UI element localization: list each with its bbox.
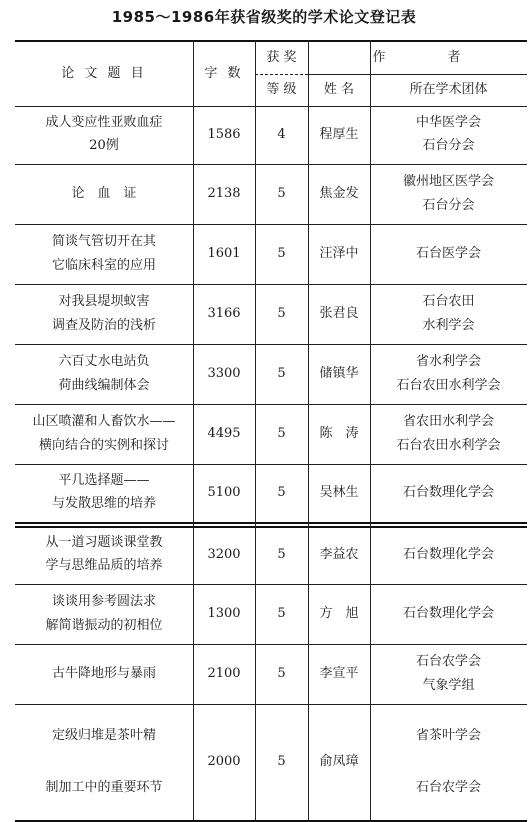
paper-title-cell [15, 704, 193, 820]
academic-society-line: 省茶叶学会 [415, 727, 481, 743]
table-row [15, 584, 527, 644]
paper-title-cell [15, 464, 193, 522]
award-level-cell: 5 [277, 365, 286, 381]
row-rule [15, 522, 527, 524]
award-level-cell: 5 [277, 305, 286, 321]
academic-society-line: 徽州地区医学会 [402, 173, 494, 189]
word-count-cell: 1300 [207, 605, 241, 621]
academic-society-line: 石台数理化学会 [402, 484, 494, 500]
paper-title-line: 横向结合的实例和探讨 [38, 437, 169, 453]
paper-title-line: 从一道习题谈课堂教 [45, 535, 163, 551]
header-author: 作 者 [372, 49, 463, 65]
paper-title-line: 制加工中的重要环节 [45, 779, 163, 795]
award-level-cell: 5 [277, 245, 286, 261]
table-row [15, 224, 527, 284]
header-title: 论 文 题 目 [61, 65, 147, 81]
paper-title-cell [15, 224, 193, 284]
author-name-cell: 李益农 [319, 546, 359, 562]
award-level-cell: 4 [277, 126, 286, 142]
award-level-cell: 5 [277, 665, 286, 681]
paper-title-line: 荷曲线编制体会 [58, 377, 150, 393]
paper-title-cell [15, 404, 193, 464]
word-count-cell: 5100 [207, 484, 241, 500]
award-level-cell: 5 [277, 185, 286, 201]
academic-society-line: 气象学组 [422, 677, 475, 693]
academic-society-line: 石台分会 [422, 138, 475, 154]
word-count-cell: 1601 [207, 245, 241, 261]
academic-society-cell [370, 704, 527, 820]
paper-title-cell [15, 584, 193, 644]
word-count-cell: 4495 [207, 425, 241, 441]
word-count-cell: 2138 [207, 185, 241, 201]
author-name-cell: 陈 涛 [319, 425, 359, 441]
word-count-cell: 2100 [207, 665, 241, 681]
academic-society-cell [370, 464, 527, 522]
academic-society-line: 石台数理化学会 [402, 605, 494, 621]
academic-society-cell [370, 224, 527, 284]
author-name-cell: 储镇华 [319, 365, 359, 381]
academic-society-cell [370, 344, 527, 404]
academic-society-cell [370, 284, 527, 344]
academic-society-line: 石台分会 [422, 197, 475, 213]
word-count-cell: 1586 [207, 126, 241, 142]
header-words: 字 数 [204, 65, 244, 81]
table-row [15, 704, 527, 820]
award-level-cell: 5 [277, 425, 286, 441]
paper-title-line: 谈谈用参考圆法求 [51, 593, 156, 609]
author-name-cell: 俞凤璋 [319, 753, 359, 769]
paper-title-line: 定级归堆是茶叶精 [51, 727, 156, 743]
header-name: 姓 名 [323, 81, 355, 97]
paper-title-line: 调查及防治的浅析 [51, 317, 156, 333]
academic-society-cell [370, 164, 527, 224]
header-award-bottom: 等 级 [266, 81, 297, 97]
word-count-cell: 3166 [207, 305, 241, 321]
academic-society-line: 省水利学会 [415, 353, 481, 369]
table-row [15, 284, 527, 344]
table-row [15, 526, 527, 584]
paper-title-line: 对我县堤坝蚁害 [58, 293, 150, 309]
paper-title-cell [15, 526, 193, 584]
author-name-cell: 汪泽中 [319, 245, 359, 261]
header-org: 所在学术团体 [409, 81, 488, 97]
word-count-cell: 2000 [207, 753, 241, 769]
table-top-rule [15, 40, 527, 42]
academic-society-cell [370, 526, 527, 584]
academic-society-line: 石台农学会 [415, 653, 481, 669]
author-name-cell: 吴林生 [319, 484, 359, 500]
header-award-rule [255, 74, 308, 75]
author-name-cell: 方 旭 [319, 605, 359, 621]
academic-society-line: 中华医学会 [415, 115, 481, 131]
academic-society-line: 水利学会 [422, 317, 475, 333]
table-row [15, 106, 527, 164]
paper-title-line: 解简谐振动的初相位 [45, 617, 163, 633]
academic-society-line: 石台医学会 [415, 245, 481, 261]
paper-title-line: 20例 [89, 138, 119, 154]
paper-title-line: 古牛降地形与暴雨 [51, 665, 156, 681]
paper-title-line: 它临床科室的应用 [51, 257, 156, 273]
academic-society-cell [370, 644, 527, 704]
academic-society-line: 石台数理化学会 [402, 546, 494, 562]
academic-society-line: 石台农田水利学会 [396, 377, 501, 393]
award-level-cell: 5 [277, 484, 286, 500]
academic-society-cell [370, 404, 527, 464]
paper-title-cell [15, 344, 193, 404]
word-count-cell: 3200 [207, 546, 241, 562]
author-name-cell: 李宣平 [319, 665, 359, 681]
header-author-rule [308, 74, 527, 75]
academic-society-cell [370, 106, 527, 164]
paper-title-cell [15, 164, 193, 224]
paper-title-line: 成人变应性亚败血症 [45, 115, 163, 131]
paper-title-line: 与发散思维的培养 [51, 496, 156, 512]
paper-title-line: 六百丈水电站负 [58, 353, 150, 369]
paper-title-line: 山区喷灌和人畜饮水—— [32, 413, 176, 429]
table-row [15, 344, 527, 404]
academic-society-line: 石台农田 [422, 293, 475, 309]
academic-society-line: 省农田水利学会 [402, 413, 494, 429]
paper-title-cell [15, 106, 193, 164]
paper-title-cell [15, 644, 193, 704]
table-title: 1985～1986年获省级奖的学术论文登记表 [111, 8, 417, 26]
table-row [15, 464, 527, 522]
paper-title-cell [15, 284, 193, 344]
table-row [15, 404, 527, 464]
paper-title-line: 论 血 证 [71, 185, 137, 201]
header-award-top: 获 奖 [266, 49, 297, 65]
academic-society-line: 石台农田水利学会 [396, 437, 501, 453]
paper-title-line: 平几选择题—— [58, 473, 150, 489]
paper-title-line: 简谈气管切开在其 [51, 233, 156, 249]
table-row [15, 164, 527, 224]
author-name-cell: 张君良 [319, 305, 359, 321]
academic-society-cell [370, 584, 527, 644]
author-name-cell: 焦金发 [319, 185, 359, 201]
author-name-cell: 程厚生 [319, 126, 359, 142]
word-count-cell: 3300 [207, 365, 241, 381]
table-row [15, 644, 527, 704]
award-level-cell: 5 [277, 546, 286, 562]
academic-society-line: 石台农学会 [415, 779, 481, 795]
paper-title-line: 学与思维品质的培养 [45, 558, 163, 574]
award-level-cell: 5 [277, 605, 286, 621]
award-level-cell: 5 [277, 753, 286, 769]
